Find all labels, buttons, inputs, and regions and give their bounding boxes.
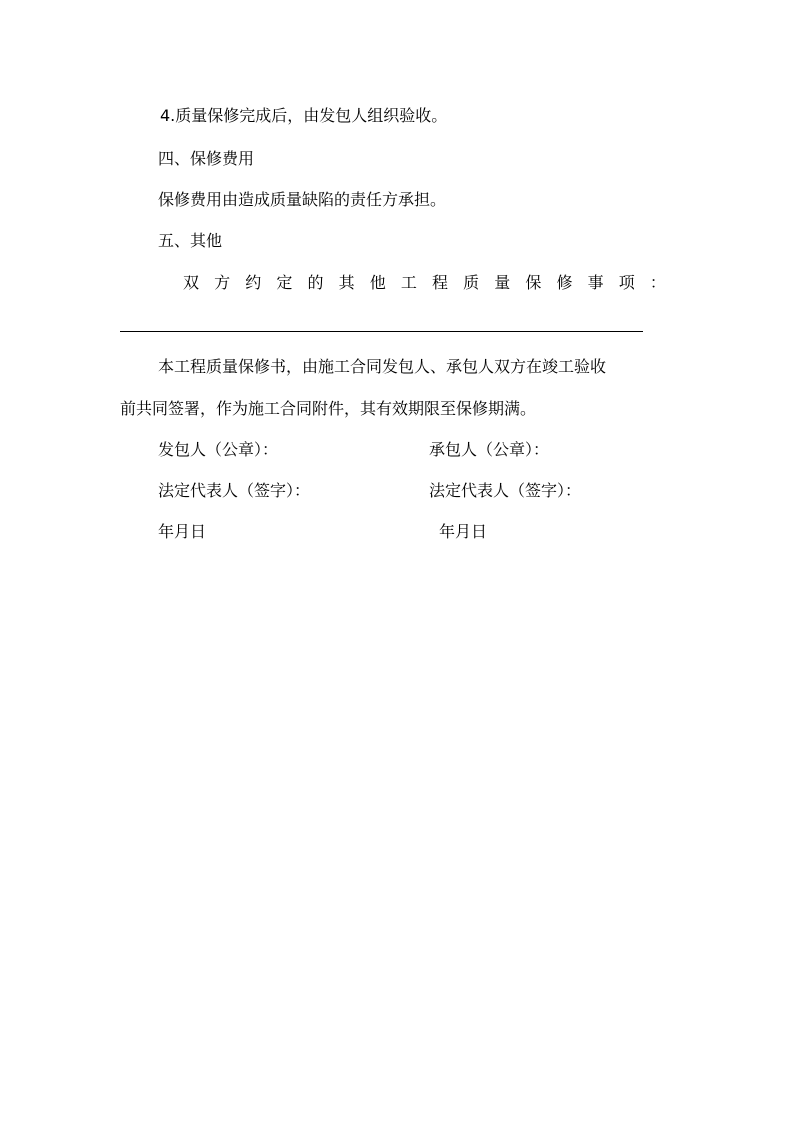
section-4-body: 保修费用由造成质量缺陷的责任方承担。 <box>158 190 447 209</box>
spaced-char: 量 <box>494 273 511 292</box>
closing-line-1: 本工程质量保修书，由施工合同发包人、承包人双方在竣工验收 <box>158 357 607 376</box>
spaced-char: 约 <box>245 273 262 292</box>
spaced-char: 双 <box>183 273 200 292</box>
employer-seal-label: 发包人（公章）： <box>158 440 279 459</box>
spaced-char: 定 <box>276 273 293 292</box>
spaced-char: ： <box>649 273 666 292</box>
section-5-spaced-text <box>183 273 666 293</box>
employer-representative-label: 法定代表人（签字）： <box>158 481 311 500</box>
closing-line-2: 前共同签署，作为施工合同附件，其有效期限至保修期满。 <box>120 399 537 418</box>
contractor-representative-label: 法定代表人（签字）： <box>429 481 582 500</box>
spaced-char: 修 <box>556 273 573 292</box>
contractor-seal-label: 承包人（公章）： <box>429 440 550 459</box>
contractor-date-label: 年月日 <box>439 522 488 541</box>
item-4-text: 4.质量保修完成后，由发包人组织验收。 <box>160 106 448 125</box>
spaced-char: 项 <box>618 273 635 292</box>
spaced-char: 工 <box>400 273 417 292</box>
spaced-char: 质 <box>463 273 480 292</box>
spaced-char: 的 <box>307 273 324 292</box>
employer-date-label: 年月日 <box>158 522 207 541</box>
section-4-heading: 四、保修费用 <box>158 149 255 168</box>
spaced-char: 事 <box>587 273 604 292</box>
fill-in-blank-line <box>120 331 643 332</box>
spaced-char: 方 <box>214 273 231 292</box>
spaced-char: 保 <box>525 273 542 292</box>
spaced-char: 程 <box>432 273 449 292</box>
spaced-char: 他 <box>369 273 386 292</box>
spaced-char: 其 <box>338 273 355 292</box>
section-5-heading: 五、其他 <box>158 231 223 250</box>
